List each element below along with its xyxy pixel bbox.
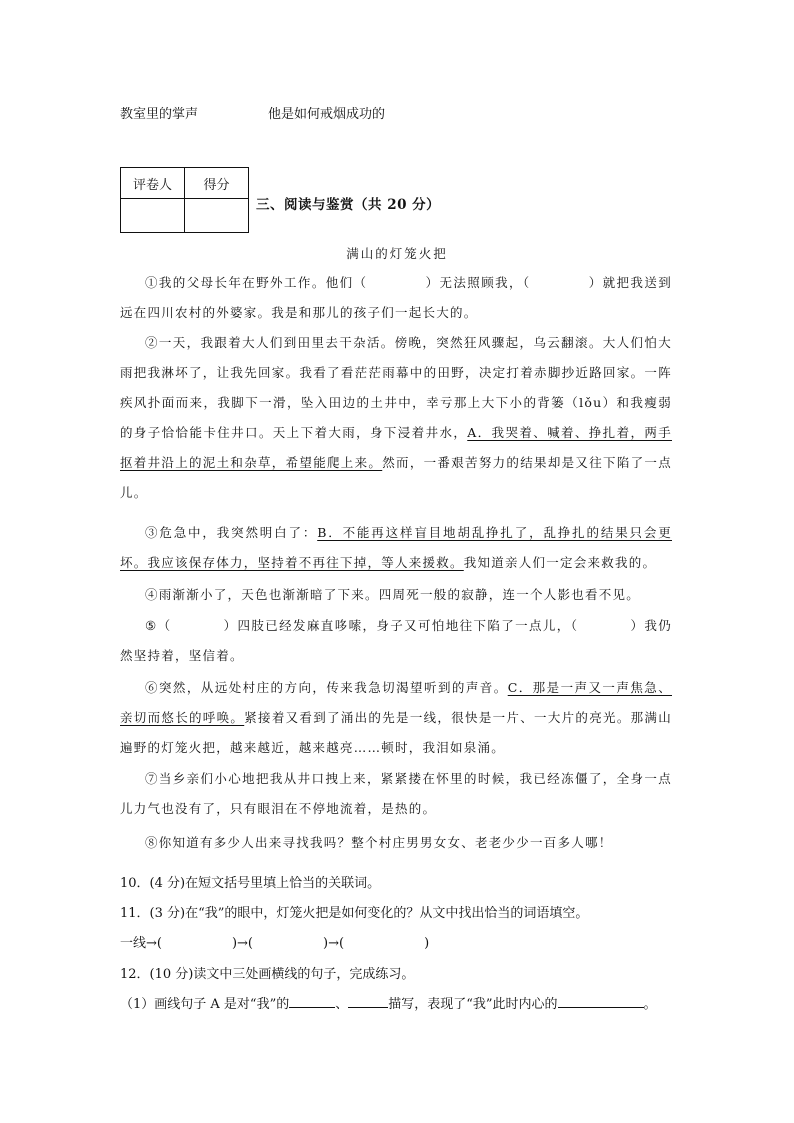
fill-arrow-1: )→(: [231, 936, 254, 951]
fill-start: 一线→(: [120, 936, 162, 951]
paragraph-6: [120, 673, 672, 763]
score-table: [120, 167, 249, 233]
score-table-header-grader: 评卷人: [121, 168, 185, 199]
score-table-cell-score: [185, 199, 249, 233]
question-11-fill: [120, 932, 429, 951]
paragraph-1-part-c: ）就把我送到远在四川农村的外婆家。我是和那儿的孩子们一起长大的。: [120, 275, 672, 320]
section-title: 三、阅读与鉴赏（共 20 分）: [256, 197, 441, 213]
underlined-sentence-c: C．那是一声又一声焦急、亲切而悠长的呼唤。: [120, 680, 672, 725]
paragraph-4: ④雨渐渐小了，天色也渐渐暗了下来。四周死一般的寂静，连一个人影也看不见。: [145, 587, 641, 602]
question-12: 12．(10 分)读文中三处画横线的句子，完成练习。: [120, 967, 415, 982]
paragraph-8: ⑧你知道有多少人出来寻找我吗？整个村庄男男女女、老老少少一百多人哪！: [145, 835, 613, 850]
answer-blank-1[interactable]: [289, 995, 335, 1008]
paragraph-3-part-a: ③危急中，我突然明白了：: [145, 525, 318, 540]
underlined-sentence-b: B．不能再这样盲目地胡乱挣扎了，乱挣扎的结果只会更坏。我应该保存体力，坚持着不再往下掉，等人来援救。: [120, 525, 672, 570]
paragraph-5-part-b: ）四肢已经发麻直哆嗦，身子又可怕地往下陷了一点儿，（: [223, 618, 579, 633]
q12-1-part-b: 、: [335, 997, 349, 1012]
paragraph-2-part-b: 然而，一番艰苦努力的结果却是又往下陷了一点儿。: [120, 455, 672, 500]
q12-1-part-d: 。: [643, 997, 657, 1012]
paragraph-1: [120, 268, 672, 328]
paragraph-3: [120, 518, 672, 578]
top-item-1: 教室里的掌声: [120, 107, 199, 122]
answer-blank-3[interactable]: [558, 995, 644, 1008]
fill-arrow-2: )→(: [323, 936, 345, 951]
paragraph-5: [120, 611, 672, 671]
q12-1-part-c: 描写，表现了“我”此时内心的: [388, 997, 558, 1012]
paragraph-3-part-b: 我知道亲人们一定会来救我的。: [463, 555, 657, 570]
story-title: 满山的灯笼火把: [346, 246, 448, 261]
paragraph-7: ⑦当乡亲们小心地把我从井口拽上来，紧紧搂在怀里的时候，我已经冻僵了，全身一点儿力气也没有了，只有眼泪在不停地流着，是热的。: [120, 771, 672, 816]
score-table-header-score: 得分: [185, 168, 249, 199]
q12-1-part-a: （1）画线句子 A 是对“我”的: [120, 997, 290, 1012]
question-11: 11．(3 分)在“我”的眼中，灯笼火把是如何变化的？从文中找出恰当的词语填空。: [120, 906, 589, 921]
answer-blank-2[interactable]: [348, 995, 388, 1008]
fill-end: ): [424, 936, 430, 951]
paragraph-1-part-a: ①我的父母长年在野外工作。他们（: [145, 275, 368, 290]
paragraph-2: [120, 328, 672, 508]
question-10: 10．(4 分)在短文括号里填上恰当的关联词。: [120, 876, 381, 891]
underlined-sentence-a: A．我哭着、喊着、挣扎着，两手抠着井沿上的泥土和杂草，希望能爬上来。: [120, 425, 672, 470]
paragraph-6-part-b: 紧接着又看到了涌出的先是一线，很快是一片、一大片的亮光。那满山遍野的灯笼火把，越来越近，越来越亮……顿时，我泪如泉涌。: [120, 710, 672, 755]
paragraph-1-part-b: ）无法照顾我，（: [425, 275, 531, 290]
question-12-1: [120, 993, 657, 1012]
paragraph-5-part-a: ⑤（: [145, 618, 172, 633]
paragraph-2-part-a: ②一天，我跟着大人们到田里去干杂活。傍晚，突然狂风骤起，乌云翻滚。大人们怕大雨把我淋坏了，让我先回家。我看了看茫茫雨幕中的田野，决定打着赤脚抄近路回家。一阵疾风扑面而来，我脚下一滑，坠入田边的土井中，幸亏那上大下小的背篓（lǒu）和我瘦弱的身子恰恰能卡住井口。天上下着大雨，身下浸着井水，: [120, 335, 672, 440]
top-item-2: 他是如何戒烟成功的: [268, 107, 386, 122]
score-table-cell-grader: [121, 199, 185, 233]
paragraph-6-part-a: ⑥突然，从远处村庄的方向，传来我急切渴望听到的声音。: [145, 680, 508, 695]
paragraph-5-part-c: ）我仍然坚持着，坚信着。: [120, 618, 672, 663]
